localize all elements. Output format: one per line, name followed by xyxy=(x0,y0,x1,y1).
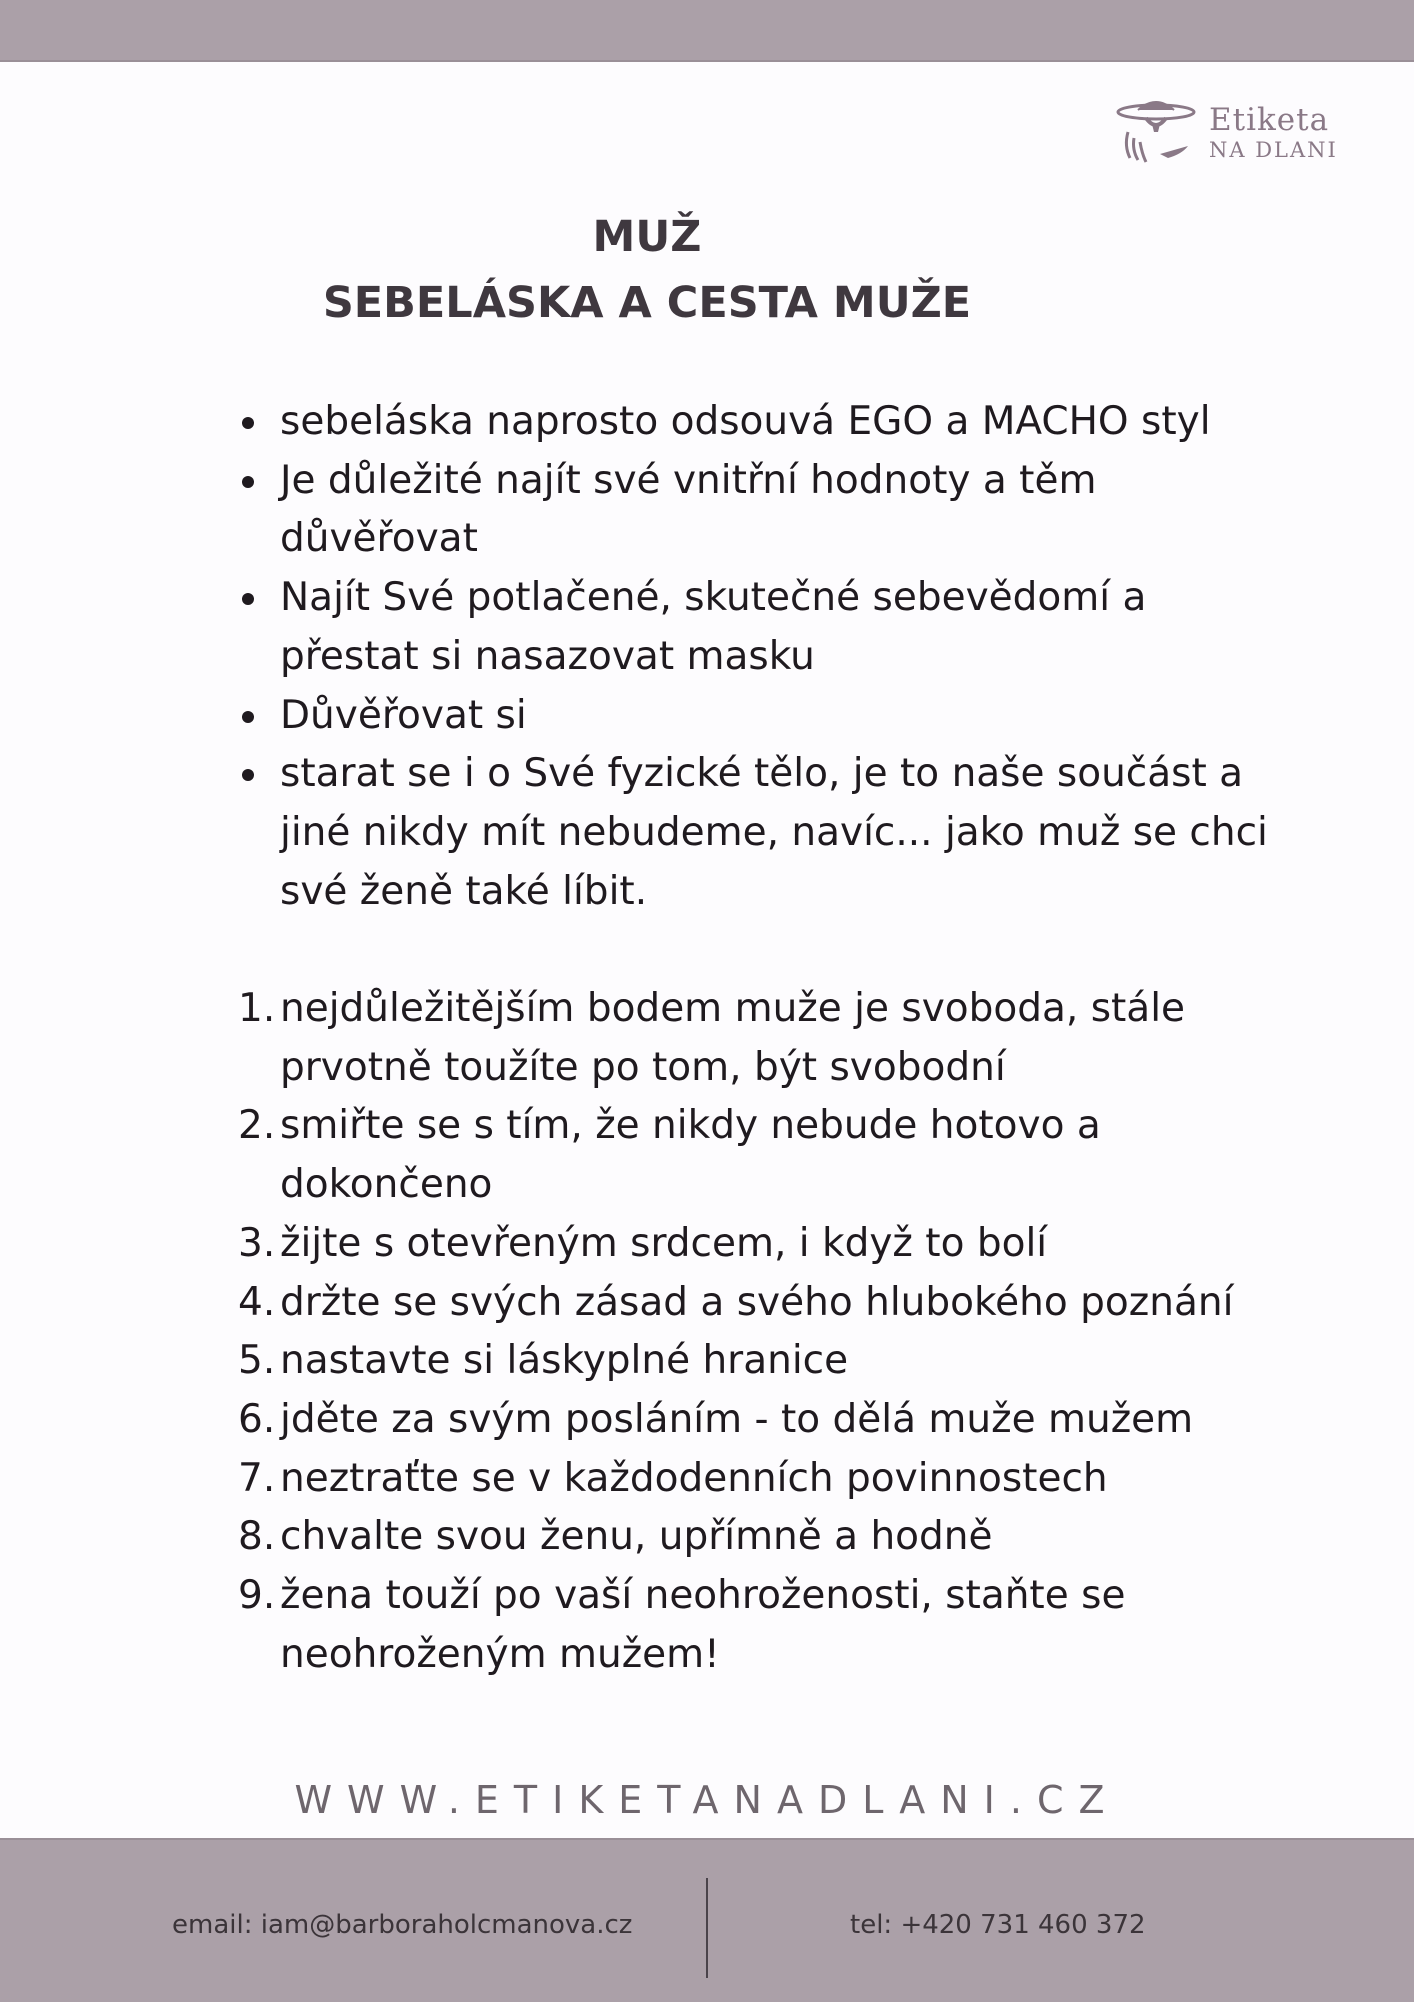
logo-text-line2: NA DLANI xyxy=(1209,138,1338,162)
bullet-item: Důvěřovat si xyxy=(280,687,1280,746)
bullet-item: Je důležité najít své vnitřní hodnoty a těm důvěřovat xyxy=(280,452,1280,569)
item-number: 9. xyxy=(238,1573,276,1619)
item-number: 2. xyxy=(238,1103,276,1149)
footer-divider xyxy=(706,1878,708,1978)
numbered-item xyxy=(238,1567,1280,1684)
content xyxy=(238,393,1280,1684)
logo-text-line1: Etiketa xyxy=(1209,102,1330,138)
numbered-item xyxy=(238,1215,1280,1274)
item-text: chvalte svou ženu, upřímně a hodně xyxy=(280,1514,993,1560)
email-contact[interactable]: email: iam@barboraholcmanova.cz xyxy=(172,1910,633,1940)
website-link[interactable]: WWW.ETIKETANADLANI.CZ xyxy=(294,1778,1120,1822)
item-text: žena touží po vaší neohroženosti, staňte se neohroženým mužem! xyxy=(280,1573,1126,1677)
numbered-item xyxy=(238,1097,1280,1214)
item-text: jděte za svým posláním - to dělá muže mužem xyxy=(280,1396,1194,1442)
item-text: žijte s otevřeným srdcem, i když to bolí xyxy=(280,1220,1048,1266)
title-line1: MUŽ xyxy=(592,212,702,262)
numbered-item xyxy=(238,980,1280,1097)
logo xyxy=(1116,98,1356,168)
item-number: 4. xyxy=(238,1279,276,1325)
phone-contact[interactable]: tel: +420 731 460 372 xyxy=(850,1910,1146,1940)
numbered-item xyxy=(238,1508,1280,1567)
item-number: 6. xyxy=(238,1396,276,1442)
numbered-item xyxy=(238,1274,1280,1333)
item-text: nejdůležitějším bodem muže je svoboda, stále prvotně toužíte po tom, být svobodní xyxy=(280,986,1186,1090)
bullet-list xyxy=(280,393,1280,921)
numbered-item xyxy=(238,1332,1280,1391)
footer xyxy=(0,1838,1414,2002)
numbered-item xyxy=(238,1450,1280,1509)
item-text: držte se svých zásad a svého hlubokého poznání xyxy=(280,1279,1234,1325)
item-text: nastavte si láskyplné hranice xyxy=(280,1338,849,1384)
numbered-list xyxy=(238,980,1280,1684)
item-text: neztraťte se v každodenních povinnostech xyxy=(280,1455,1108,1501)
bullet-item: Najít Své potlačené, skutečné sebevědomí a přestat si nasazovat masku xyxy=(280,569,1280,686)
item-number: 3. xyxy=(238,1220,276,1266)
top-bar xyxy=(0,0,1414,62)
numbered-item xyxy=(238,1391,1280,1450)
item-text: smiřte se s tím, že nikdy nebude hotovo a dokončeno xyxy=(280,1103,1101,1208)
item-number: 7. xyxy=(238,1455,276,1501)
bullet-item: sebeláska naprosto odsouvá EGO a MACHO styl xyxy=(280,393,1280,452)
item-number: 8. xyxy=(238,1514,276,1560)
lady-hat-logo-icon xyxy=(1116,98,1204,168)
bullet-item: starat se i o Své fyzické tělo, je to naše součást a jiné nikdy mít nebudeme, navíc... jako muž se chci své ženě také líbit. xyxy=(280,745,1280,921)
title-line2: SEBELÁSKA A CESTA MUŽE xyxy=(322,278,972,328)
item-number: 1. xyxy=(238,986,276,1032)
item-number: 5. xyxy=(238,1338,276,1384)
page-title xyxy=(0,204,1414,336)
